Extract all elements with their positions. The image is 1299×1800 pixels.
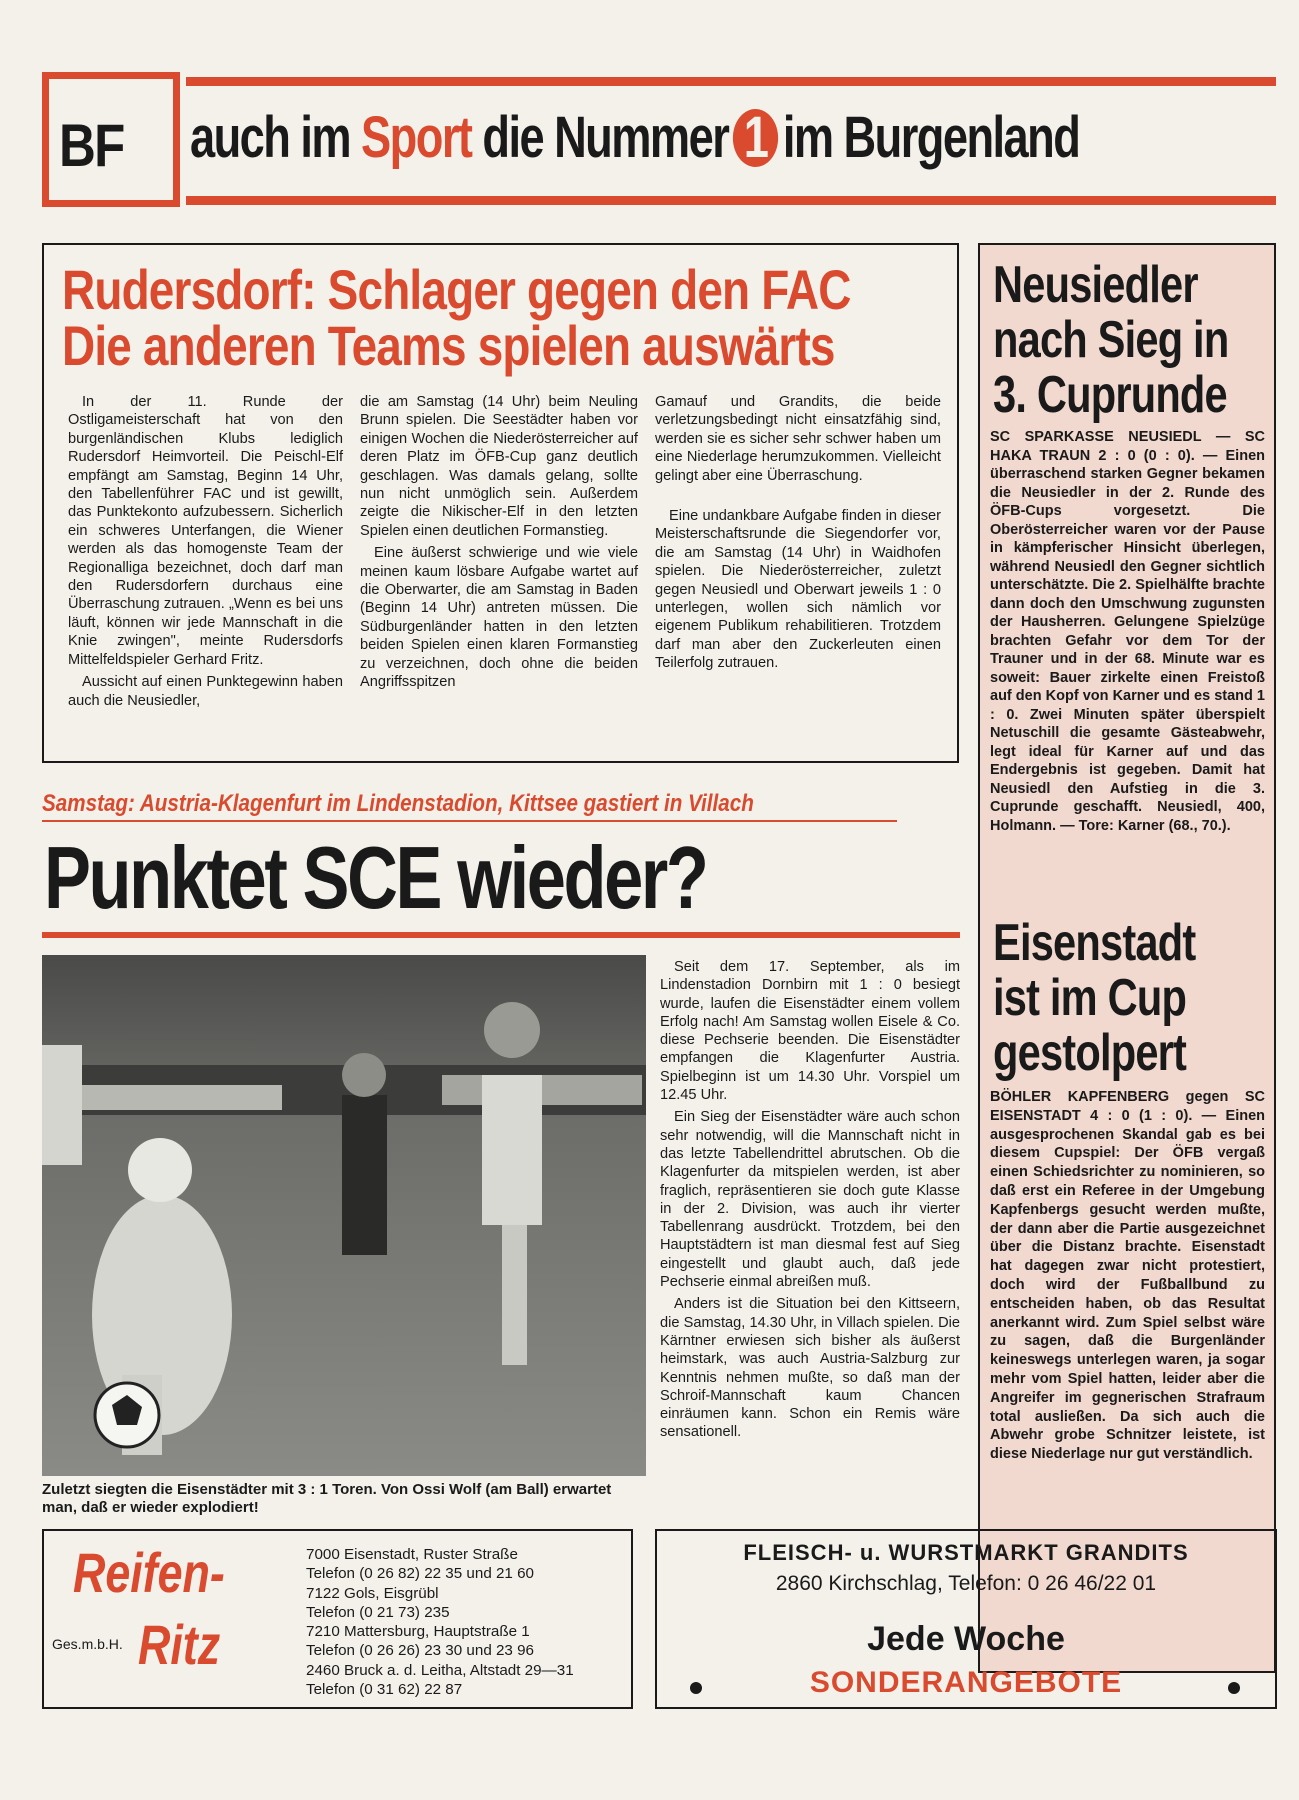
sidebar-story-2-body: BÖHLER KAPFENBERG gegen SC EISENSTADT 4 : 0 (1 : 0). — Einen ausgesprochenen Skandal gab es bei diesem Cupspiel: Der ÖFB vergaß einen Schiedsrichter zu nominieren, so daß erst ein Referee in der Umgebung Kapfenbergs gesucht werden mußte, der dann aber die Partie ausgezeichnet über die Distanz brachte. Eisenstadt hat dagegen zwar nicht protestiert, doch wird der Fußballbund zu entscheiden haben, ob das Resultat anerkannt wird. Zum Spiel selbst wäre zu sagen, daß die Burgenländer keineswegs unterlegen waren, ja sogar mehr vom Spiel hatten, leider aber die Angreifer im gegnerischen Strafraum total ausließen. Da sich auch die Abwehr grobe Schnitzer leistete, ist diese Niederlage nur gut verständlich.	[990, 1089, 1265, 1463]
ad-reifen-ritz-addresses	[306, 1545, 626, 1699]
headline-line-2: Die anderen Teams spielen auswärts	[62, 314, 835, 377]
sidebar-story-1-body: SC SPARKASSE NEUSIEDL — SC HAKA TRAUN 2 : 0 (0 : 0). — Einen überraschend starken Gegner bekamen die Neusiedler in der 2. Runde des ÖFB-Cups vorgesetzt. Die Oberösterreicher waren vor der Pause in kämpferischer Hinsicht überlegen, während Neusiedl den Gegner sichtlich unterschätzte. Die 2. Spielhälfte brachte dann doch den Umschwung zugunsten der Hausherren. Gelungene Spielzüge brachten Gefahr vor dem Tor der Trauner und in der 68. Minute war es soweit: Bauer zirkelte einen Freistoß auf den Kopf von Karner und es stand 1 : 0. Zwei Minuten später überspielt Netuschill die gesamte Gästeabwehr, legt ideal für Karner auf und das Endergebnis ist gegeben. Damit hat Neusiedl den Aufstieg in die 3. Cuprunde geschafft. Neusiedl, 400, Holmann. — Tore: Karner (68., 70.).	[990, 429, 1265, 834]
paragraph: Seit dem 17. September, als im Lindenstadion Dornbirn mit 1 : 0 besiegt wurde, laufen die Eisenstädter einem vollem Erfolg nach! Am Samstag wollen Eisele & Co. diese Pechserie beenden. Die Eisenstädter empfangen die Klagenfurter Austria. Spielbeginn ist um 14.30 Uhr. Vorspiel um 12.45 Uhr.	[660, 959, 960, 1104]
article-rudersdorf-headline	[62, 258, 851, 377]
address-line: Telefon (0 31 62) 22 87	[306, 1681, 463, 1699]
ad-grandits-tagline: Jede Woche	[867, 1620, 1065, 1658]
headline-line-3: 3. Cuprunde	[993, 366, 1227, 424]
paragraph: Gamauf und Grandits, die beide verletzungsbedingt nicht einsatzfähig sind, werden sie es sicher sehr schwer haben um eine Niederlage herumzukommen. Vielleicht gelingt aber eine Überraschung.	[655, 394, 941, 484]
headline-line-2: ist im Cup	[993, 969, 1187, 1027]
ad-grandits-address: 2860 Kirchschlag, Telefon: 0 26 46/22 01	[775, 1572, 1157, 1595]
bullet-dot-icon	[1228, 1682, 1240, 1694]
banner-text-sport: Sport	[361, 105, 472, 170]
paragraph: Eine undankbare Aufgabe finden in dieser Meisterschaftsrunde die Siegendorfer vor, die am Samstag (14 Uhr) in Waidhofen spielen. Die Niederösterreicher, zuletzt gegen Neusiedl und Oberwart jeweils 1 : 0 unterlegen, wollen sich nämlich vor eigenem Publikum rehabilitieren. Trotzdem darf man aber den Zuckerleuten einen Teilerfolg zutrauen.	[655, 508, 941, 672]
article-sce-column	[660, 958, 960, 1442]
football-match-photo-illustration	[42, 955, 646, 1476]
banner-rule-top	[186, 77, 1276, 86]
ad-grandits-offer: SONDERANGEBOTE	[809, 1666, 1123, 1699]
article-rudersdorf-column-1	[68, 393, 343, 710]
address-line: Telefon (0 26 82) 22 35 und 21 60	[306, 1565, 534, 1583]
paragraph: Ein Sieg der Eisenstädter wäre auch schon sehr notwendig, will die Mannschaft nicht in das letzte Tabellendrittel abrutschen. Ob die Klagenfurter da mitspielen werden, ist aber fraglich, repräsentieren sie doch gute Klasse in der 2. Division, was auch ihr vierter Tabellenrang ausdrückt. Trotzdem, bei den Hauptstädtern ist man diesmal fest auf Sieg eingestellt und glaubt auch, daß jede Pechserie einmal abreißen muß.	[660, 1109, 960, 1291]
banner-logo-box	[42, 72, 180, 207]
number-one-badge: 1	[733, 109, 778, 167]
paragraph: Anders ist die Situation bei den Kittseern, die Samstag, 14.30 Uhr, in Villach spielen. Die Kärntner erwiesen sich bisher als äußerst heimstark, was auch Austria-Salzburg zur Kenntnis nehmen mußte, so daß man der Schroif-Mannschaft kaum Chancen einräumen kann. Schon ein Remis wäre sensationell.	[660, 1296, 960, 1441]
headline-line-2: nach Sieg in	[993, 311, 1229, 369]
banner-text-c: im Burgenland	[782, 105, 1080, 170]
banner-rule-bottom	[186, 196, 1276, 205]
banner-slogan	[190, 104, 1080, 184]
address-line: 2460 Bruck a. d. Leitha, Altstadt 29—31	[306, 1661, 574, 1679]
article-sce-headline: Punktet SCE wieder?	[44, 828, 707, 927]
address-line: 7210 Mattersburg, Hauptstraße 1	[306, 1623, 530, 1641]
banner-text-a: auch im	[190, 105, 362, 170]
paragraph: die am Samstag (14 Uhr) beim Neuling Brunn spielen. Die Seestädter haben vor einigen Wochen die Niederösterreicher auf deren Platz im ÖFB-Cup ganz deutlich geschlagen. Was damals gelang, sollte nun nicht unmöglich sein. Außerdem zeigte die Nikischer-Elf in den letzten Spielen einen deutlichen Formanstieg.	[360, 394, 638, 539]
banner-text-b: die Nummer	[471, 105, 729, 170]
article-sce-kicker: Samstag: Austria-Klagenfurt im Lindenstadion, Kittsee gastiert in Villach	[42, 790, 754, 817]
headline-line-1: Eisenstadt	[993, 914, 1196, 972]
address-line: Telefon (0 21 73) 235	[306, 1603, 450, 1621]
ad-reifen-ritz-name-line-1: Reifen-	[73, 1541, 225, 1604]
paragraph: Eine äußerst schwierige und wie viele meinen kaum lösbare Aufgabe wartet auf die Oberwarter, die am Samstag in Baden (Beginn 14 Uhr) antreten müssen. Die Südburgenländer hatten in den letzten beiden Spielen einen klaren Formanstieg zu verzeichnen, doch ohne die beiden Angriffsspitzen	[360, 545, 638, 691]
headline-rule	[42, 932, 960, 938]
article-rudersdorf-column-3	[655, 393, 941, 673]
ad-grandits-title: FLEISCH- u. WURSTMARKT GRANDITS	[743, 1540, 1189, 1565]
photo-caption: Zuletzt siegten die Eisenstädter mit 3 : 1 Toren. Von Ossi Wolf (am Ball) erwartet man, daß er wieder explodiert!	[42, 1481, 612, 1516]
sidebar-story-1-headline	[993, 258, 1233, 423]
ad-reifen-ritz-legal-form: Ges.m.b.H.	[52, 1636, 123, 1652]
headline-line-1: Rudersdorf: Schlager gegen den FAC	[62, 258, 851, 321]
football-match-photo	[42, 955, 646, 1476]
address-line: 7122 Gols, Eisgrübl	[306, 1584, 439, 1602]
banner-logo: BF	[59, 112, 124, 179]
kicker-rule	[42, 820, 897, 822]
paragraph: In der 11. Runde der Ostligameisterschaft hat von den burgenländischen Klubs lediglich Rudersdorf Heimvorteil. Die Peischl-Elf empfängt am Samstag, Beginn 14 Uhr, den Tabellenführer FAC und ist gewillt, das Punktekonto aufzubessern. Sicherlich ein schweres Unterfangen, die Wiener werden als das homogenste Team der Regionalliga bezeichnet, doch darf man den Rudersdorfern durchaus eine Überraschung zutrauen. „Wenn es bei uns läuft, können wir jede Mannschaft in die Knie zwingen", meinte Rudersdorfs Mittelfeldspieler Gerhard Fritz.	[68, 394, 343, 668]
paragraph: Aussicht auf einen Punktegewinn haben auch die Neusiedler,	[68, 674, 343, 709]
headline-line-1: Neusiedler	[993, 256, 1198, 314]
headline-line-3: gestolpert	[993, 1024, 1187, 1082]
article-rudersdorf-column-2	[360, 393, 638, 692]
address-line: Telefon (0 26 26) 23 30 und 23 96	[306, 1642, 534, 1660]
bullet-dot-icon	[690, 1682, 702, 1694]
ad-reifen-ritz-name-line-2: Ritz	[138, 1613, 221, 1676]
sidebar-story-2-headline	[993, 916, 1233, 1081]
address-line: 7000 Eisenstadt, Ruster Straße	[306, 1546, 518, 1563]
